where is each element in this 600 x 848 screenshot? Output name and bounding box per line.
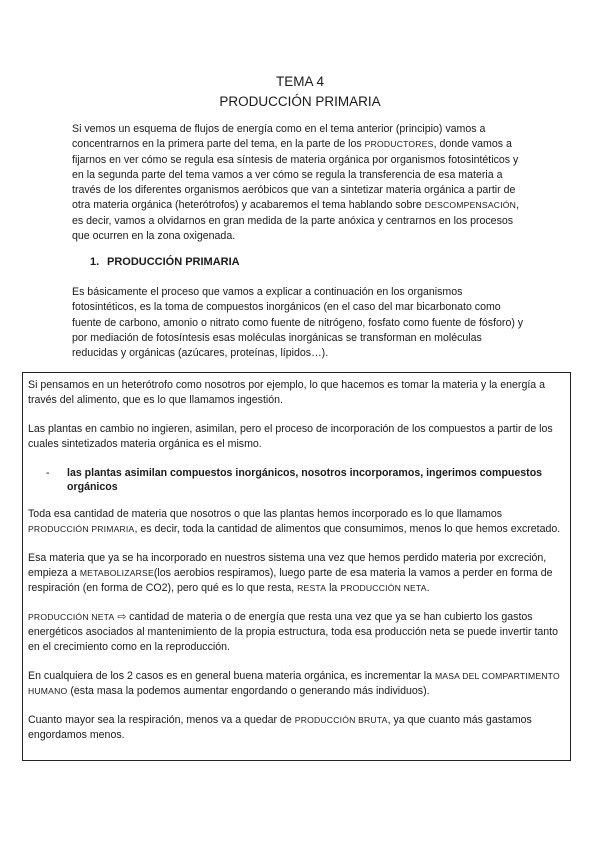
box-keyword: PRODUCCIÓN NETA [28, 612, 115, 622]
boxed-note [22, 372, 571, 761]
section-heading-text: PRODUCCIÓN PRIMARIA [107, 256, 240, 268]
box-paragraph [28, 551, 564, 596]
section-heading [90, 256, 240, 268]
box-paragraph [28, 610, 564, 655]
box-text: (esta masa la podemos aumentar engordando o generando más individuos). [67, 685, 430, 697]
bullet-marker: - [46, 467, 50, 479]
page-subtitle: PRODUCCIÓN PRIMARIA [219, 94, 381, 109]
box-keyword: METABOLIZARSE [79, 568, 154, 578]
box-text: cantidad de materia o de energía que resta una vez que ya se han cubierto los gastos energéticos asociados al mantenimiento de la propia estructura, toda esa producción neta se puede invertir tanto en el crecimiento como en la reproducción. [28, 611, 559, 653]
intro-text: , es decir, vamos a olvidarnos en gran medida de la parte anóxica y centrarnos en los procesos que ocurren en la zona oxigenada. [72, 199, 520, 243]
box-paragraph [28, 507, 564, 537]
bullet-text: las plantas asimilan compuestos inorgánicos, nosotros incorporamos, ingerimos compuestos orgánicos [67, 467, 543, 493]
box-text: Toda esa cantidad de materia que nosotros o que las plantas hemos incorporado es lo que llamamos [28, 508, 503, 520]
box-paragraph: Si pensamos en un heterótrofo como nosotros por ejemplo, lo que hacemos es tomar la materia y la energía a través del alimento, que es lo que llamamos ingestión. [28, 379, 546, 406]
box-text: , ya que cuanto más gastamos engordamos menos. [28, 714, 532, 741]
box-keyword: MASA DEL COMPARTIMENTO HUMANO [28, 671, 560, 696]
box-keyword: PRODUCCIÓN NETA [340, 583, 427, 593]
arrow-icon: ⇨ [114, 611, 130, 623]
box-paragraph: Las plantas en cambio no ingieren, asimilan, pero el proceso de incorporación de los compuestos a partir de los cuales sintetizados materia orgánica es el mismo. [28, 423, 553, 450]
bullet-item [28, 466, 564, 494]
box-text: Cuanto mayor sea la respiración, menos va a quedar de [28, 714, 295, 726]
box-text: En cualquiera de los 2 casos es en general buena materia orgánica, es incrementar la [28, 670, 435, 682]
intro-keyword: DESCOMPENSACIÓN [424, 200, 517, 211]
box-paragraph [28, 669, 564, 699]
box-keyword: PRODUCCIÓN PRIMARIA [28, 524, 135, 534]
intro-keyword: PRODUCTORES [364, 139, 434, 150]
box-keyword: RESTA [297, 583, 327, 593]
intro-paragraph [72, 122, 530, 244]
section-number: 1. [90, 256, 100, 268]
section-paragraph: Es básicamente el proceso que vamos a explicar a continuación en los organismos fotosintéticos, es la toma de compuestos inorgánicos (en el caso del mar bicarbonato como fuente de carbono, amonio o nitrato como fuente de nitrógeno, fosfato como fuente de fósforo) y por mediación de fotosíntesis esas moléculas inorgánicas se transforman en moléculas reducidas y orgánicas (azúcares, proteínas, lípidos…). [72, 286, 524, 360]
intro-text: , donde vamos a fijarnos en ver cómo se regula esa síntesis de materia orgánica por organismos fotosintéticos y en la segunda parte del tema vamos a ver cómo se regula la transferencia de esa materia a través de los diferentes organismos aeróbicos que van a sintetizar materia orgánica a partir de otra materia orgánica (heterótrofos) y acabaremos el tema hablando sobre [72, 138, 519, 212]
box-text: , es decir, toda la cantidad de alimentos que consumimos, menos lo que hemos excretado. [134, 523, 561, 535]
box-text: (los aerobios respiramos), luego parte de esa materia la vamos a perder en forma de respiración (en forma de CO2), pero qué es lo que resta, [28, 567, 553, 594]
page-title: TEMA 4 [275, 74, 324, 89]
intro-text: Si vemos un esquema de flujos de energía como en el tema anterior (principio) vamos a concentrarnos en la primera parte del tema, en la parte de los [72, 123, 486, 151]
box-text: Esa materia que ya se ha incorporado en nuestros sistema una vez que hemos perdido materia por excreción, empieza a [28, 552, 547, 579]
box-keyword: PRODUCCIÓN BRUTA [294, 715, 388, 725]
box-text: la [326, 582, 341, 594]
box-text: . [426, 582, 430, 594]
box-paragraph [28, 713, 564, 743]
